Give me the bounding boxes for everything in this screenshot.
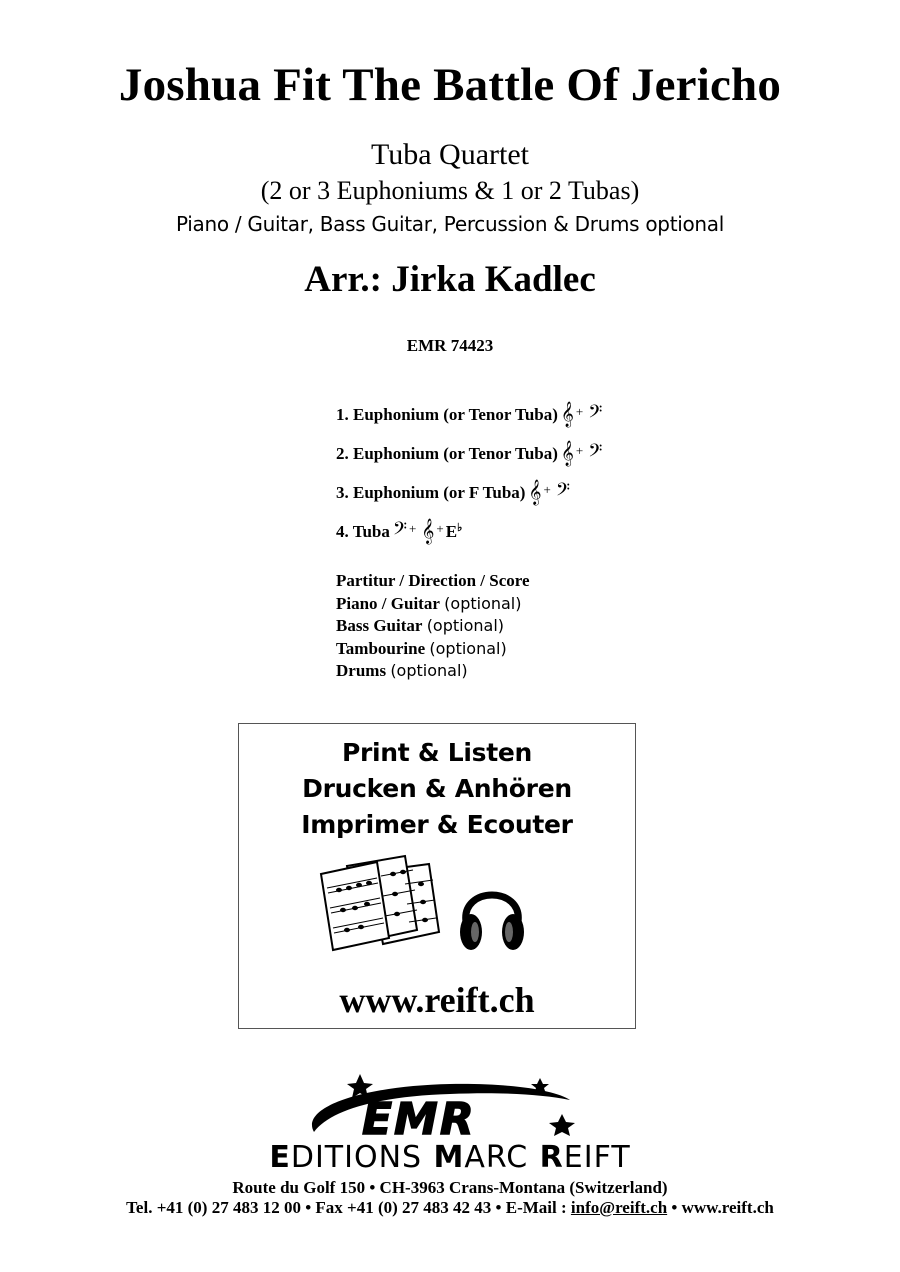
flat-icon: ♭ <box>457 521 463 534</box>
part-label: 1. Euphonium (or Tenor Tuba) <box>336 404 558 424</box>
e-flat-key <box>446 522 463 542</box>
promo-url[interactable]: www.reift.ch <box>339 980 535 1020</box>
bass-clef-icon: 𝄢 <box>588 441 603 466</box>
promo-line-fr: Imprimer & Ecouter <box>301 810 573 839</box>
publisher-address: Route du Golf 150 • CH-3963 Crans-Montana (Switzerland) <box>232 1178 668 1197</box>
publisher-cap: R <box>539 1140 564 1175</box>
promo-line-en: Print & Listen <box>341 738 533 767</box>
arranger-credit: Arr.: Jirka Kadlec <box>304 259 596 300</box>
promo-line-de: Drucken & Anhören <box>302 774 572 803</box>
treble-clef-icon: 𝄞 <box>560 441 574 466</box>
bass-clef-icon: 𝄢 <box>555 480 570 505</box>
plus-sign: + <box>436 520 444 536</box>
bass-clef-icon: 𝄢 <box>392 519 408 544</box>
extra-name: Partitur / Direction / Score <box>336 571 530 590</box>
plus-sign: + <box>575 442 584 458</box>
e-key-letter: E <box>445 521 458 541</box>
contact-website: • www.reift.ch <box>667 1198 774 1217</box>
publisher-contact <box>0 1198 900 1218</box>
publisher-word: ARC <box>464 1140 529 1175</box>
extra-note: (optional) <box>429 638 507 658</box>
instrumentation-line: (2 or 3 Euphoniums & 1 or 2 Tubas) <box>260 176 640 205</box>
emr-logo <box>300 1070 600 1142</box>
page-title: Joshua Fit The Battle Of Jericho <box>118 59 782 111</box>
publisher-cap: M <box>433 1140 465 1175</box>
part-label: 2. Euphonium (or Tenor Tuba) <box>336 443 558 463</box>
publisher-word: DITIONS <box>290 1140 423 1175</box>
contact-phone-fax: Tel. +41 (0) 27 483 12 00 • Fax +41 (0) 27 483 42 43 • E-Mail : <box>126 1198 571 1217</box>
treble-clef-icon: 𝄞 <box>528 480 542 505</box>
part-label: 3. Euphonium (or F Tuba) <box>336 482 526 502</box>
extra-note: (optional) <box>390 661 468 680</box>
plus-sign: + <box>575 403 584 419</box>
plus-sign: + <box>409 520 417 536</box>
email-link[interactable]: info@reift.ch <box>570 1198 668 1217</box>
extra-note: (optional) <box>426 616 505 635</box>
part-item <box>336 512 602 551</box>
list-item <box>336 660 530 683</box>
catalog-number: EMR 74423 <box>406 336 494 355</box>
extra-name: Tambourine <box>336 638 426 658</box>
list-item <box>336 615 530 638</box>
treble-clef-icon: 𝄞 <box>421 519 435 544</box>
list-item <box>336 593 530 616</box>
bass-clef-icon: 𝄢 <box>588 402 603 427</box>
part-item <box>336 473 602 512</box>
publisher-cap: E <box>269 1140 291 1175</box>
publisher-word: EIFT <box>563 1140 631 1175</box>
extra-name: Drums <box>336 661 387 680</box>
part-label: 4. Tuba <box>336 521 390 541</box>
headphones-icon <box>457 876 527 954</box>
logo-text: EMR <box>362 1094 476 1142</box>
optional-instruments-line: Piano / Guitar, Bass Guitar, Percussion & Drums optional <box>175 212 725 236</box>
additional-parts-list <box>336 570 530 683</box>
list-item <box>336 638 530 661</box>
plus-sign: + <box>543 481 551 497</box>
print-listen-box <box>238 723 636 1029</box>
ensemble-subtitle: Tuba Quartet <box>370 138 530 171</box>
extra-name: Piano / Guitar <box>336 593 440 613</box>
parts-list <box>336 395 602 551</box>
part-item <box>336 395 602 434</box>
treble-clef-icon: 𝄞 <box>560 402 574 427</box>
sheet-music-icon <box>317 854 442 954</box>
extra-note: (optional) <box>444 593 522 613</box>
extra-name: Bass Guitar <box>336 616 423 635</box>
part-item <box>336 434 602 473</box>
list-item <box>336 570 530 593</box>
publisher-name <box>0 1140 900 1175</box>
